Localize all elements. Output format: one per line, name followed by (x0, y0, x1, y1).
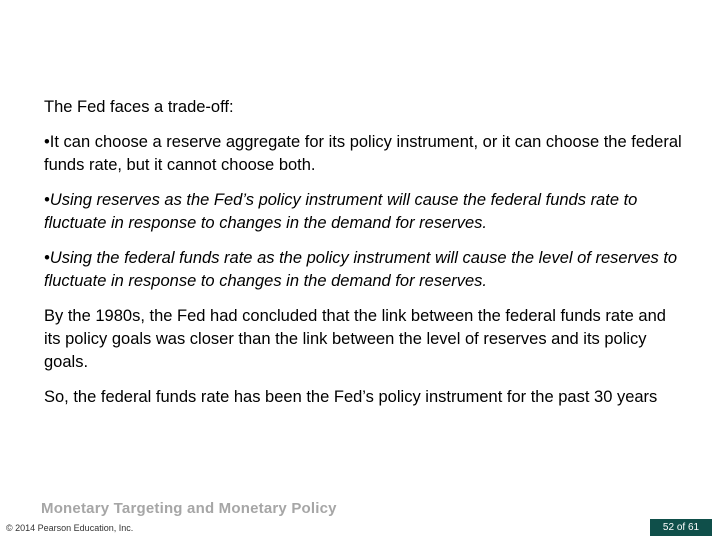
paragraph-1980s-conclusion: By the 1980s, the Fed had concluded that the link between the federal funds rate and its policy goals was closer than the link between the level of reserves and its policy goals. (44, 307, 666, 371)
paragraph-trade-off-intro: The Fed faces a trade-off: (44, 98, 234, 116)
bullet-choose-instrument: •It can choose a reserve aggregate for its policy instrument, or it can choose the federal funds rate, but it cannot choose both. (44, 133, 682, 174)
copyright-notice: © 2014 Pearson Education, Inc. (6, 523, 134, 533)
bullet-using-reserves: •Using reserves as the Fed’s policy instrument will cause the federal funds rate to fluctuate in response to changes in the demand for reserves. (44, 191, 638, 232)
bullet-using-funds-rate: •Using the federal funds rate as the policy instrument will cause the level of reserves to fluctuate in response to changes in the demand for reserves. (44, 249, 678, 290)
page-indicator-badge: 52 of 61 (650, 519, 712, 536)
footer-title: Monetary Targeting and Monetary Policy (41, 500, 337, 517)
slide-body (44, 96, 684, 421)
paragraph-past-30-years: So, the federal funds rate has been the Fed’s policy instrument for the past 30 years (44, 388, 658, 406)
